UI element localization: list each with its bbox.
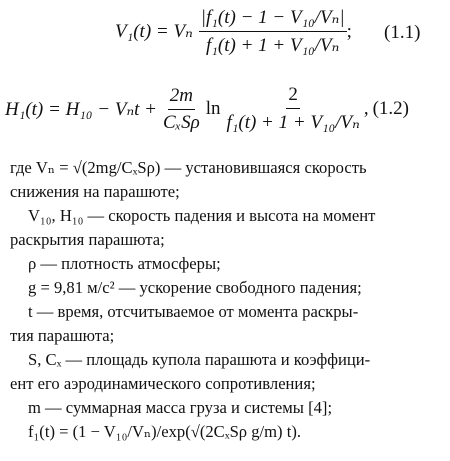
def-line-2: снижения на парашюте; — [10, 182, 180, 201]
eq2-end: , — [363, 98, 369, 119]
eq2-coef-denominator: CₓSρ — [163, 111, 200, 133]
eq1-lhs: V₁(t) = Vₙ — [115, 21, 193, 42]
def-line-1 — [10, 156, 450, 180]
eq1-numerator: |f₁(t) − 1 − V₁₀/Vₙ| — [199, 6, 347, 32]
def-line-11: m — суммарная масса груза и системы [4]; — [28, 398, 333, 417]
def-line-9: S, Cₓ — площадь купола парашюта и коэффици- — [28, 350, 371, 369]
eq2-coef-fraction — [161, 85, 202, 134]
eq2-fraction — [224, 84, 361, 134]
eq2-denominator: f₁(t) + 1 + V₁₀/Vₙ — [226, 112, 360, 133]
def-line-5: ρ — плотность атмосферы; — [28, 254, 221, 273]
equation-1-1 — [115, 6, 352, 57]
eq2-coef-numerator: 2m — [168, 85, 195, 110]
eq2-ln: ln — [205, 98, 221, 119]
eq2-number: (1.2) — [372, 98, 410, 119]
equation-1-2 — [5, 84, 409, 134]
def-line-10: ент его аэродинамического сопротивления; — [10, 374, 316, 393]
eq2-numerator: 2 — [286, 84, 300, 109]
def-line-8: тия парашюта; — [10, 326, 115, 345]
eq1-denominator: f₁(t) + 1 + V₁₀/Vₙ — [206, 35, 340, 56]
def-line-4: раскрытия парашюта; — [10, 230, 165, 249]
eq1-end: ; — [346, 20, 352, 42]
def-line-12: f₁(t) = (1 − V₁₀/Vₙ)/exp(√(2CₓSρ g/m) t). — [28, 422, 301, 441]
def-vn: где Vₙ = √(2mg/CₓSρ) — [10, 158, 161, 177]
eq1-number: (1.1) — [384, 22, 421, 43]
def-line-3: V₁₀, H₁₀ — скорость падения и высота на момент — [28, 206, 376, 225]
definitions-block — [10, 156, 450, 444]
def-line-6: g = 9,81 м/с² — ускорение свободного падения; — [28, 278, 362, 297]
eq2-lhs: H₁(t) = H₁₀ − Vₙt + — [5, 98, 157, 120]
eq1-fraction — [199, 6, 347, 57]
def-line-7: t — время, отсчитываемое от момента раскры- — [28, 302, 359, 321]
def-vn-text: — установившаяся скорость — [164, 158, 367, 177]
